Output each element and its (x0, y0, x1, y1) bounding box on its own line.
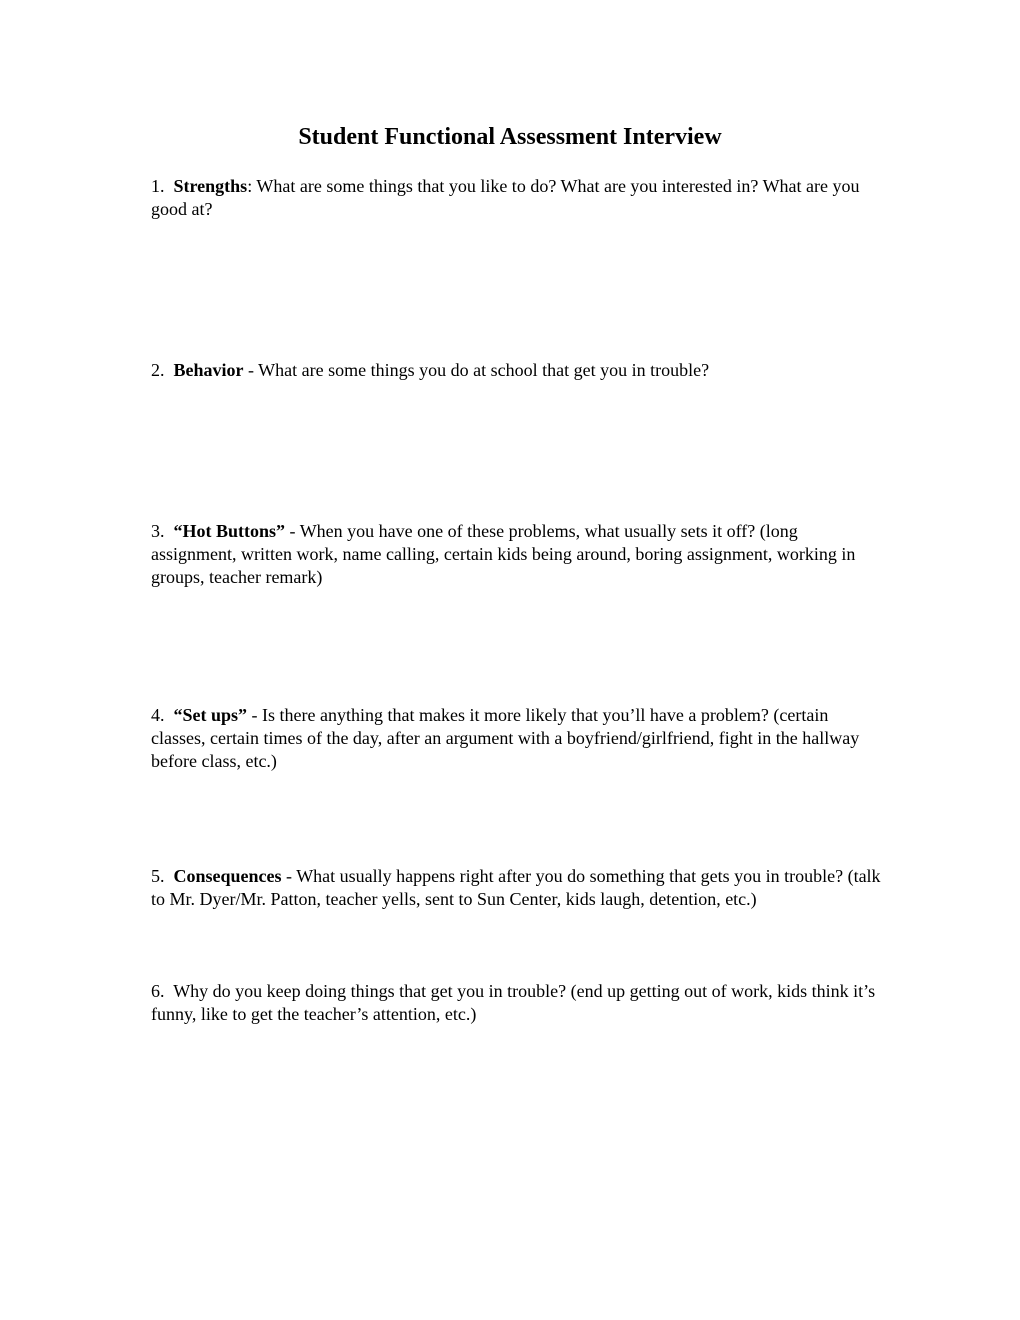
question-number: 4. (151, 705, 165, 725)
question-3-hot-buttons (151, 520, 886, 589)
question-label: “Set ups” (173, 705, 248, 725)
question-number: 2. (151, 360, 165, 380)
question-text: When you have one of these problems, what usually sets it off? (long assignment, written work, name calling, certain kids being around, boring assignment, working in groups, teacher remark) (151, 521, 856, 587)
question-text: Is there anything that makes it more likely that you’ll have a problem? (certain classes, certain times of the day, after an argument with a boyfriend/girlfriend, fight in the hallway before class, etc.) (151, 705, 860, 771)
question-label: Behavior (173, 360, 244, 380)
question-5-consequences (151, 865, 886, 911)
question-text: What usually happens right after you do something that gets you in trouble? (talk to Mr. Dyer/Mr. Patton, teacher yells, sent to Sun Center, kids laugh, detention, etc.) (151, 866, 881, 909)
question-6-why (151, 980, 886, 1026)
question-1-strengths (151, 175, 886, 221)
question-number: 5. (151, 866, 165, 886)
page-title: Student Functional Assessment Interview (298, 124, 722, 150)
question-number: 6. (151, 981, 165, 1001)
question-separator: - (281, 866, 297, 886)
question-separator: - (285, 521, 300, 541)
question-text: What are some things that you like to do? What are you interested in? What are you good at? (151, 176, 860, 219)
question-number: 1. (151, 176, 165, 196)
question-2-behavior (151, 359, 886, 382)
question-label: “Hot Buttons” (173, 521, 286, 541)
question-separator: - (243, 360, 259, 380)
question-4-set-ups (151, 704, 886, 773)
question-number: 3. (151, 521, 165, 541)
question-label: Consequences (173, 866, 282, 886)
question-separator: - (247, 705, 263, 725)
question-text: Why do you keep doing things that get you in trouble? (end up getting out of work, kids think it’s funny, like to get the teacher’s attention, etc.) (151, 981, 876, 1024)
question-separator: : (247, 176, 257, 196)
question-text: What are some things you do at school that get you in trouble? (258, 360, 710, 380)
question-label: Strengths (173, 176, 248, 196)
